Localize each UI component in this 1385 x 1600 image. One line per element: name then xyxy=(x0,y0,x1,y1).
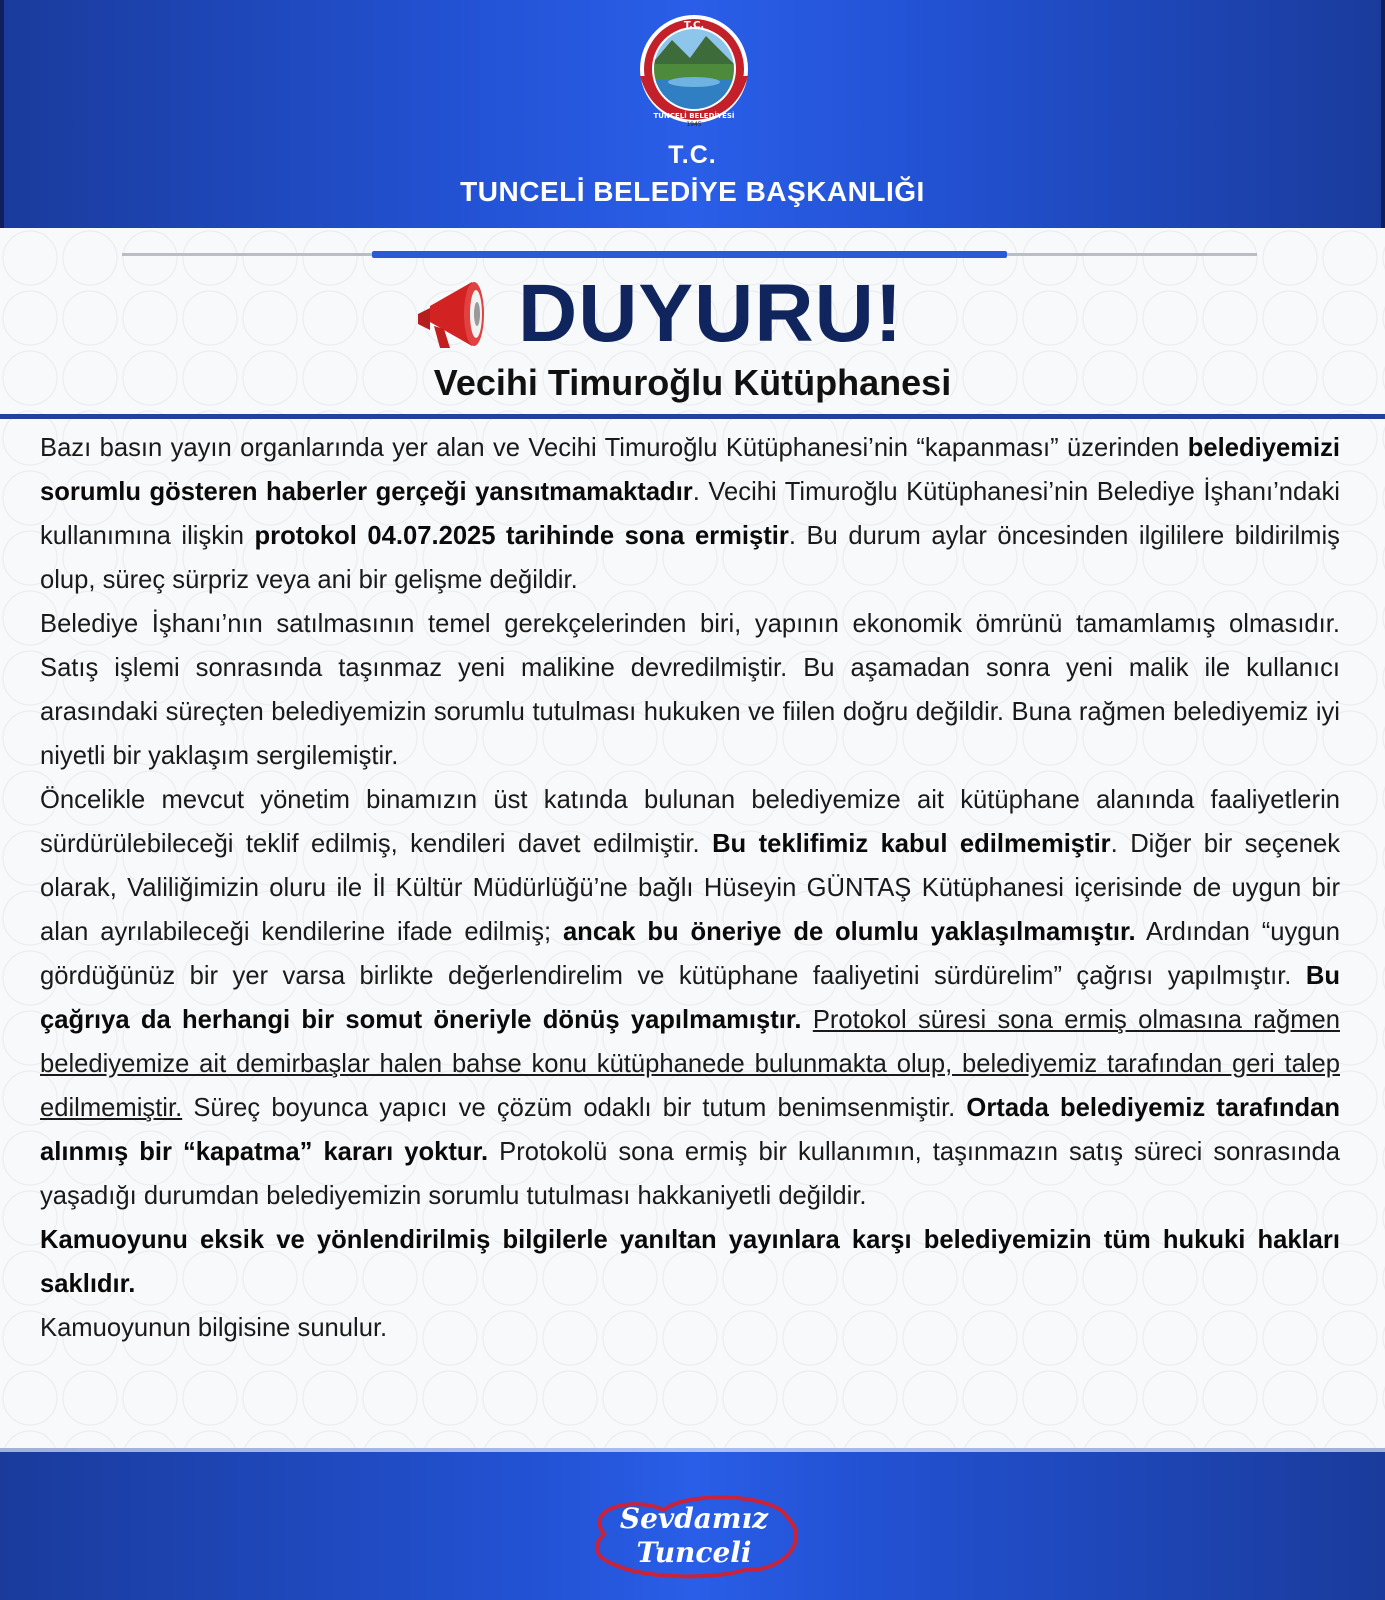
bold-text: protokol 04.07.2025 tarihinde sona ermiştir xyxy=(254,522,789,550)
body-text: Protokolü sona ermiş bir kullanımın, taşınmazın satış süreci sonrasında yaşadığı durumdan belediyemizin sorumlu tutulması hakkaniyetli değildir. xyxy=(40,1138,1340,1210)
body-text: Öncelikle mevcut yönetim binamızın üst katında bulunan belediyemize ait kütüphane alanında faaliyetlerin sürdürülebileceği teklif edilmiş, kendileri davet edilmiştir. xyxy=(40,786,1340,858)
body-text xyxy=(802,1006,813,1034)
bold-text: ancak bu öneriye de olumlu yaklaşılmamıştır. xyxy=(562,918,1136,946)
underlined-text: Protokol süresi sona ermiş olmasına rağmen belediyemize ait demirbaşlar halen bahse konu kütüphanede bulunmakta olup, belediyemiz tarafından geri talep edilmemiştir. xyxy=(40,1006,1340,1122)
paragraph-1 xyxy=(40,426,1340,602)
decorative-blue-line xyxy=(372,251,1007,258)
bold-text: Ortada belediyemiz tarafından alınmış bir “kapatma” kararı yoktur. xyxy=(40,1094,1340,1166)
paragraph-3 xyxy=(40,778,1340,1218)
section-separator xyxy=(0,414,1385,419)
paragraph-5 xyxy=(40,1306,1340,1350)
header-tc: T.C. xyxy=(668,141,717,169)
body-text: . Diğer bir seçenek olarak, Valiliğimizin oluru ile İl Kültür Müdürlüğü’ne bağlı Hüseyin GÜNTAŞ Kütüphanesi içerisinde de uygun bir alan ayrılabileceği kendilerine ifade edilmiş; xyxy=(40,830,1340,946)
header-organization: TUNCELİ BELEDİYE BAŞKANLIĞI xyxy=(460,176,925,207)
logo-tc-text: T.C. xyxy=(683,20,705,31)
body-text: . Vecihi Timuroğlu Kütüphanesi’nin Belediye İşhanı’ndaki kullanımına ilişkin xyxy=(40,478,1340,550)
bold-text: Bu çağrıya da herhangi bir somut öneriyle dönüş yapılmamıştır. xyxy=(40,962,1340,1034)
brand-line-2: Tunceli xyxy=(636,1536,752,1569)
body-text: Belediye İşhanı’nın satılmasının temel gerekçelerinden biri, yapının ekonomik ömrünü tamamlamış olmasıdır. Satış işlemi sonrasında taşınmaz yeni malikine devredilmiştir. Bu aşamadan sonra yeni malik ile kullanıcı arasındaki süreçten belediyemizin sorumlu tutulması hukuken ve fiilen doğru değildir. Buna rağmen belediyemiz iyi niyetli bir yaklaşım sergilemiştir. xyxy=(40,610,1340,770)
footer-banner xyxy=(0,1448,1385,1600)
body-text: Süreç boyunca yapıcı ve çözüm odaklı bir tutum benimsenmiştir. xyxy=(182,1094,967,1122)
logo-ring-text: TUNCELİ BELEDİYESİ xyxy=(653,112,735,120)
paragraph-2 xyxy=(40,602,1340,778)
body-text: . Bu durum aylar öncesinden ilgililere bildirilmiş olup, süreç sürpriz veya ani bir gelişme değildir. xyxy=(40,522,1340,594)
footer-top-edge xyxy=(0,1448,1385,1452)
brand-line-1: Sevdamız xyxy=(619,1502,769,1535)
paragraph-4 xyxy=(40,1218,1340,1306)
body-text: Ardından “uygun gördüğünüz bir yer varsa birlikte değerlendirelim ve kütüphane faaliyetini sürdürelim” çağrısı yapılmıştır. xyxy=(40,918,1340,990)
megaphone-icon xyxy=(410,274,496,354)
announcement-subtitle: Vecihi Timuroğlu Kütüphanesi xyxy=(433,362,952,403)
body-text: Kamuoyunun bilgisine sunulur. xyxy=(40,1314,388,1342)
header-banner xyxy=(0,0,1385,228)
announcement-title: DUYURU! xyxy=(518,268,904,359)
bold-text: belediyemizi sorumlu gösteren haberler gerçeği yansıtmamaktadır xyxy=(40,434,1340,506)
bold-text: Bu teklifimiz kabul edilmemiştir xyxy=(712,830,1111,858)
sevdamiz-tunceli-logo xyxy=(574,1488,814,1580)
logo-year-text: 1945 xyxy=(686,121,702,128)
body-text: Bazı basın yayın organlarında yer alan ve Vecihi Timuroğlu Kütüphanesi’nin “kapanması” üzerinden xyxy=(40,434,1188,462)
title-row xyxy=(0,268,1385,360)
announcement-body xyxy=(40,426,1340,1350)
municipality-logo xyxy=(632,14,756,128)
bold-text: Kamuoyunu eksik ve yönlendirilmiş bilgilerle yanıltan yayınlara karşı belediyemizin tüm hukuki hakları saklıdır. xyxy=(40,1226,1340,1298)
